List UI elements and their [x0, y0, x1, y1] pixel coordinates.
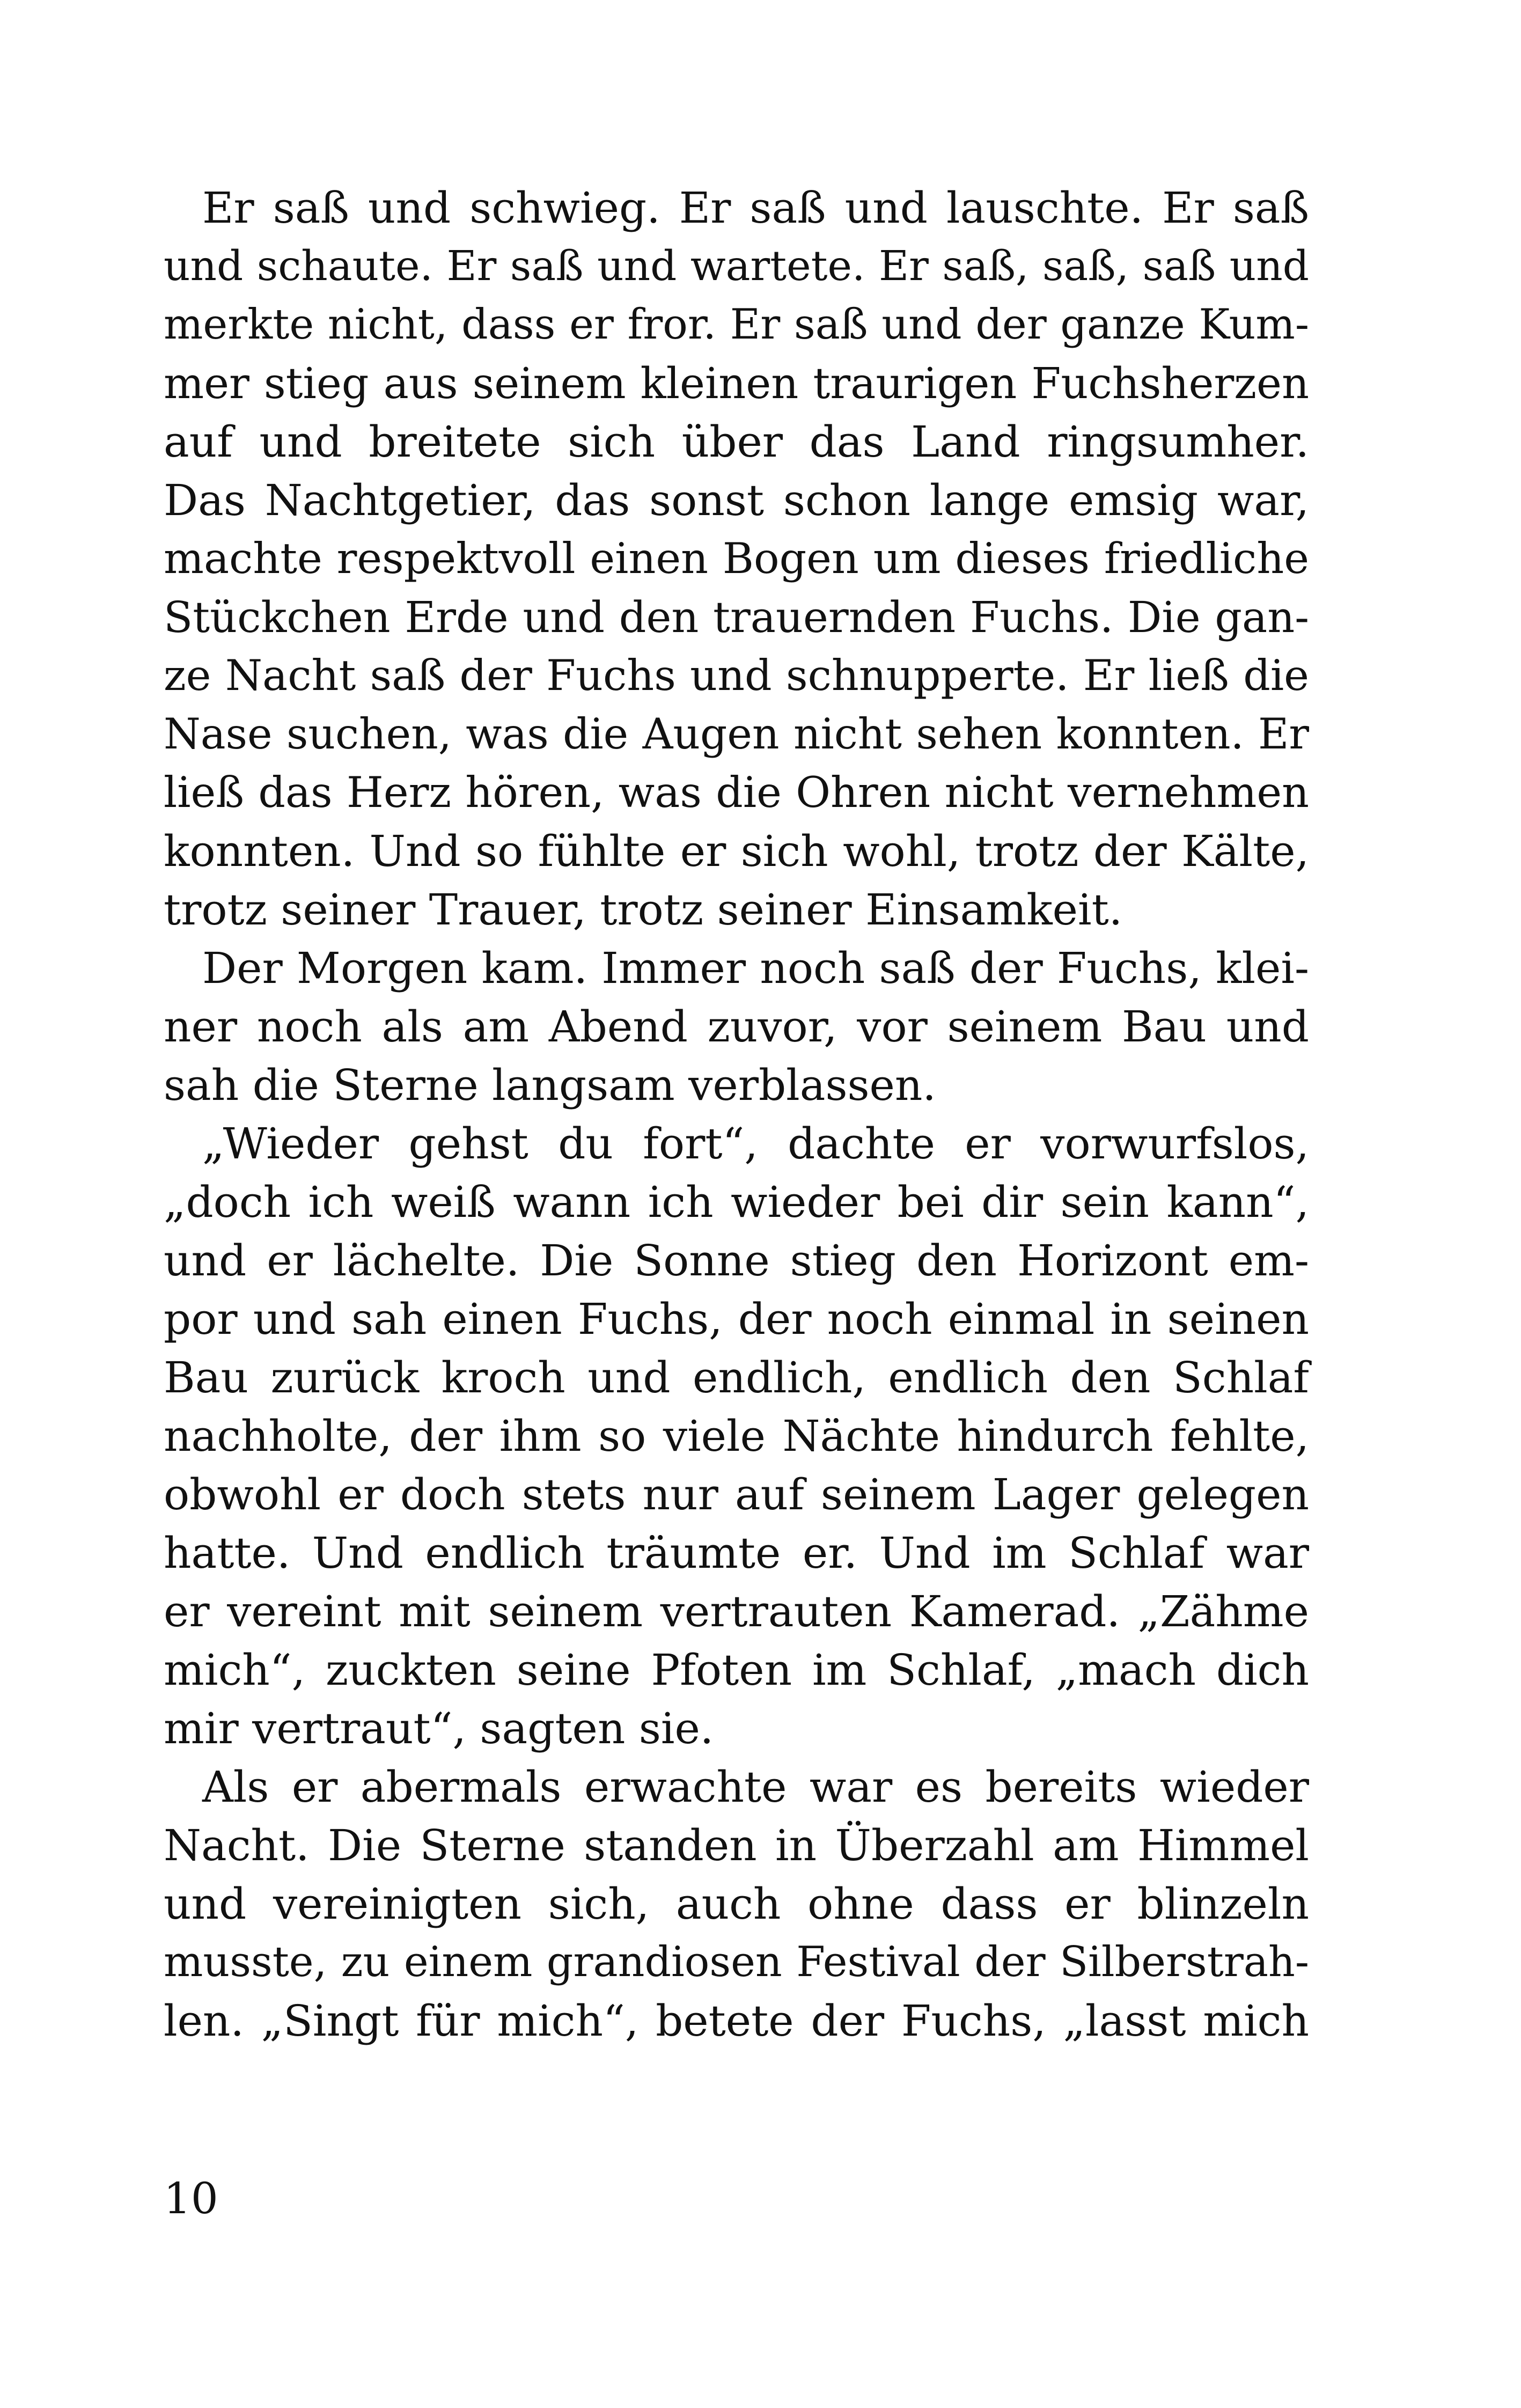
text-line: sah die Sterne langsam verblassen.: [164, 1060, 936, 1110]
text-line: nachholte, der ihm so viele Nächte hindurch fehlte,: [164, 1411, 1309, 1461]
text-line: mir vertraut“, sagten sie.: [164, 1704, 714, 1753]
page-number: 10: [164, 2174, 218, 2223]
text-line: Bau zurück kroch und endlich, endlich den Schlaf: [164, 1353, 1309, 1403]
text-line: Nacht. Die Sterne standen in Überzahl am Himmel: [164, 1820, 1309, 1870]
text-line: konnten. Und so fühlte er sich wohl, trotz der Kälte,: [164, 826, 1309, 876]
text-line: und er lächelte. Die Sonne stieg den Horizont em-: [164, 1236, 1309, 1286]
text-line: Stückchen Erde und den trauernden Fuchs. Die gan-: [164, 592, 1309, 642]
text-line: „doch ich weiß wann ich wieder bei dir sein kann“,: [164, 1177, 1309, 1227]
text-line: ließ das Herz hören, was die Ohren nicht vernehmen: [164, 768, 1309, 817]
text-line: Als er abermals erwachte war es bereits wieder: [202, 1762, 1309, 1812]
text-line: auf und breitete sich über das Land ringsumher.: [164, 417, 1309, 467]
text-line: „Wieder gehst du fort“, dachte er vorwurfslos,: [202, 1119, 1309, 1169]
text-line: ze Nacht saß der Fuchs und schnupperte. Er ließ die: [164, 651, 1309, 700]
text-line: musste, zu einem grandiosen Festival der Silberstrah-: [164, 1938, 1309, 1986]
text-line: trotz seiner Trauer, trotz seiner Einsamkeit.: [164, 885, 1123, 935]
body-text: [164, 179, 1309, 2050]
text-line: ner noch als am Abend zuvor, vor seinem Bau und: [164, 1002, 1309, 1052]
text-line: und vereinigten sich, auch ohne dass er blinzeln: [164, 1879, 1309, 1929]
text-line: er vereint mit seinem vertrauten Kamerad. „Zähme: [164, 1587, 1309, 1636]
text-line: por und sah einen Fuchs, der noch einmal in seinen: [164, 1294, 1309, 1344]
text-line: Das Nachtgetier, das sonst schon lange emsig war,: [164, 475, 1309, 525]
text-line: len. „Singt für mich“, betete der Fuchs, „lasst mich: [164, 1996, 1309, 2046]
text-line: und schaute. Er saß und wartete. Er saß, saß, saß und: [164, 243, 1309, 290]
text-line: hatte. Und endlich träumte er. Und im Schlaf war: [164, 1528, 1309, 1578]
text-line: mer stieg aus seinem kleinen traurigen Fuchsherzen: [164, 358, 1309, 408]
text-line: obwohl er doch stets nur auf seinem Lager gelegen: [164, 1470, 1309, 1519]
text-line: Der Morgen kam. Immer noch saß der Fuchs, klei-: [202, 943, 1309, 993]
text-line: mich“, zuckten seine Pfoten im Schlaf, „mach dich: [164, 1645, 1309, 1695]
text-line: machte respektvoll einen Bogen um dieses friedliche: [164, 534, 1309, 583]
text-line: merkte nicht, dass er fror. Er saß und der ganze Kum-: [164, 300, 1309, 349]
text-line: Nase suchen, was die Augen nicht sehen konnten. Er: [164, 709, 1309, 759]
text-line: Er saß und schwieg. Er saß und lauschte. Er saß: [202, 183, 1309, 233]
